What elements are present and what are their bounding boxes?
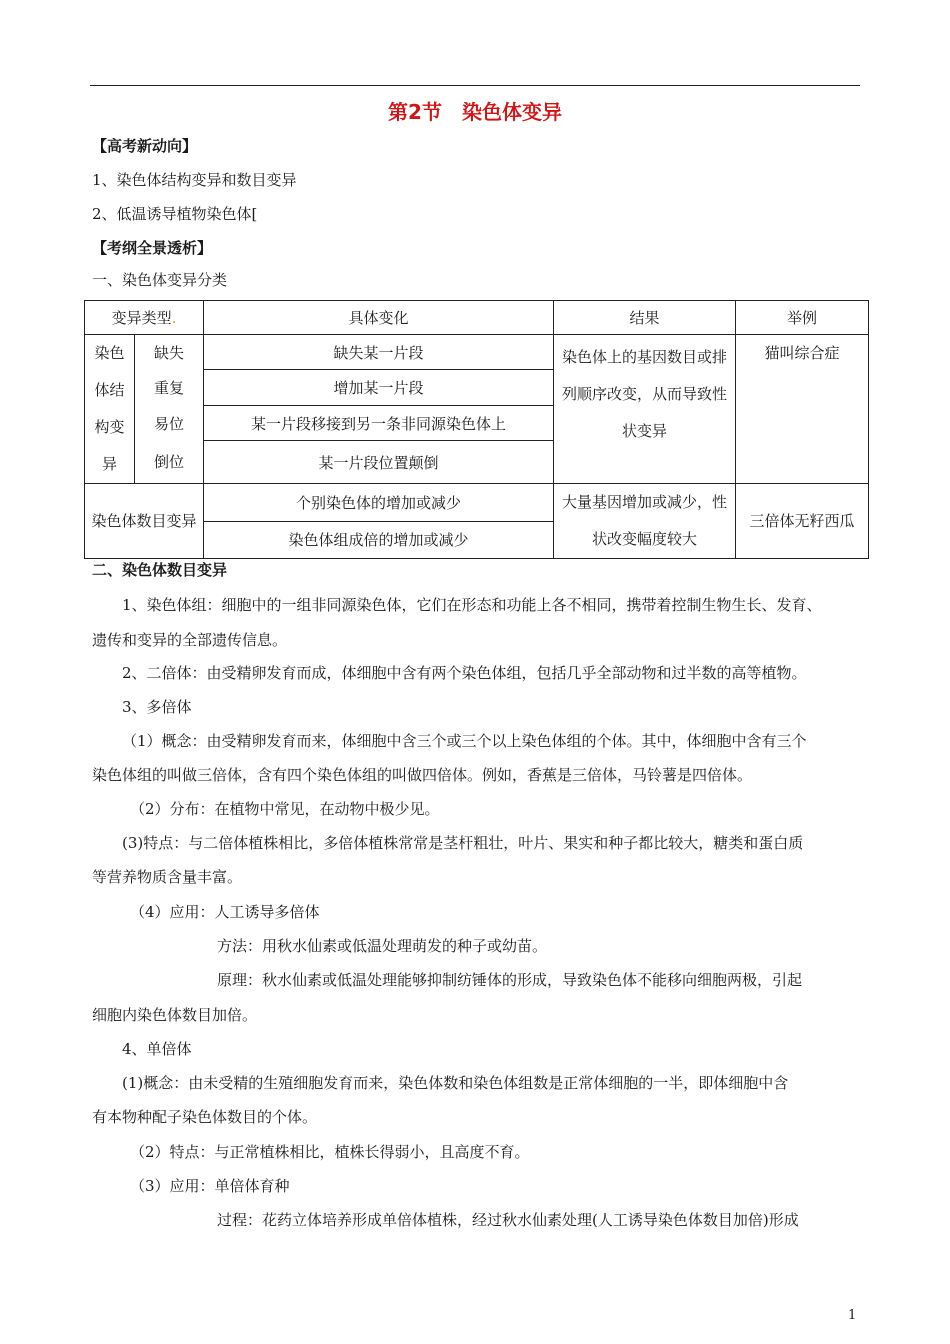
row-translocation-name: 易位 — [135, 405, 204, 440]
number-row-1-change: 个别染色体的增加或减少 — [204, 484, 554, 522]
structure-variation-label: 染色体结构变异 — [85, 335, 135, 484]
header-specific-change: 具体变化 — [204, 301, 554, 335]
para-haploid-concept-2: 有本物种配子染色体数目的个体。 — [92, 1108, 318, 1126]
row-deletion-name: 缺失 — [135, 335, 204, 370]
header-variation-type: 变异类型. — [85, 301, 204, 335]
section-outline-heading: 【考纲全景透析】 — [92, 239, 213, 257]
row-deletion-change: 缺失某一片段 — [204, 335, 554, 370]
row-duplication-change: 增加某一片段 — [204, 370, 554, 405]
para-polyploid-application: （4）应用：人工诱导多倍体 — [130, 903, 320, 921]
page-title: 第2节 染色体变异 — [388, 100, 562, 124]
subsection-classification: 一、染色体变异分类 — [92, 271, 228, 289]
trend-item-1: 1、染色体结构变异和数目变异 — [92, 171, 297, 189]
row-translocation-change: 某一片段移接到另一条非同源染色体上 — [204, 405, 554, 440]
para-chromosome-set-1: 1、染色体组：细胞中的一组非同源染色体，它们在形态和功能上各不相同，携带着控制生物生长、发育、 — [122, 596, 822, 614]
para-haploid-heading: 4、单倍体 — [122, 1040, 192, 1058]
structure-result: 染色体上的基因数目或排列顺序改变，从而导致性状变异 — [554, 335, 736, 484]
header-result: 结果 — [554, 301, 736, 335]
trend-item-2: 2、低温诱导植物染色体[ — [92, 205, 258, 223]
header-rule — [90, 85, 860, 86]
para-haploid-traits: （2）特点：与正常植株相比，植株长得弱小，且高度不育。 — [130, 1143, 530, 1161]
section-trends-heading: 【高考新动向】 — [92, 137, 198, 155]
para-polyploid-distribution: （2）分布：在植物中常见，在动物中极少见。 — [130, 800, 440, 818]
para-polyploid-heading: 3、多倍体 — [122, 698, 192, 716]
row-inversion-name: 倒位 — [135, 441, 204, 484]
number-row-2-change: 染色体组成倍的增加或减少 — [204, 521, 554, 559]
section-number-variation-heading: 二、染色体数目变异 — [92, 561, 228, 579]
page-number: 1 — [848, 1308, 857, 1323]
para-haploid-process: 过程：花药立体培养形成单倍体植株，经过秋水仙素处理(人工诱导染色体数目加倍)形成 — [217, 1211, 799, 1229]
number-variation-label: 染色体数目变异 — [85, 484, 204, 559]
para-haploid-concept-1: (1)概念：由未受精的生殖细胞发育而来，染色体数和染色体组数是正常体细胞的一半，即体细胞中含 — [122, 1074, 789, 1092]
para-polyploid-principle-1: 原理：秋水仙素或低温处理能够抑制纺锤体的形成，导致染色体不能移向细胞两极，引起 — [217, 971, 803, 989]
para-polyploid-concept-1: （1）概念：由受精卵发育而来，体细胞中含三个或三个以上染色体组的个体。其中，体细胞中含有三个 — [122, 732, 807, 750]
para-diploid: 2、二倍体：由受精卵发育而成，体细胞中含有两个染色体组，包括几乎全部动物和过半数的高等植物。 — [122, 664, 807, 682]
para-polyploid-concept-2: 染色体组的叫做三倍体，含有四个染色体组的叫做四倍体。例如，香蕉是三倍体，马铃薯是四倍体。 — [92, 766, 753, 784]
structure-example: 猫叫综合症 — [736, 335, 869, 484]
para-chromosome-set-2: 遗传和变异的全部遗传信息。 — [92, 631, 288, 649]
para-polyploid-principle-2: 细胞内染色体数目加倍。 — [92, 1006, 258, 1024]
para-polyploid-traits-2: 等营养物质含量丰富。 — [92, 868, 243, 886]
row-inversion-change: 某一片段位置颠倒 — [204, 441, 554, 484]
number-example: 三倍体无籽西瓜 — [736, 484, 869, 559]
header-example: 举例 — [736, 301, 869, 335]
row-duplication-name: 重复 — [135, 370, 204, 405]
classification-table — [84, 300, 869, 559]
para-polyploid-traits-1: (3)特点：与二倍体植株相比，多倍体植株常常是茎杆粗壮，叶片、果实和种子都比较大，糖类和蛋白质 — [122, 834, 804, 852]
para-haploid-application: （3）应用：单倍体育种 — [130, 1177, 290, 1195]
number-result: 大量基因增加或减少，性状改变幅度较大 — [554, 484, 736, 559]
para-polyploid-method: 方法：用秋水仙素或低温处理萌发的种子或幼苗。 — [217, 937, 548, 955]
